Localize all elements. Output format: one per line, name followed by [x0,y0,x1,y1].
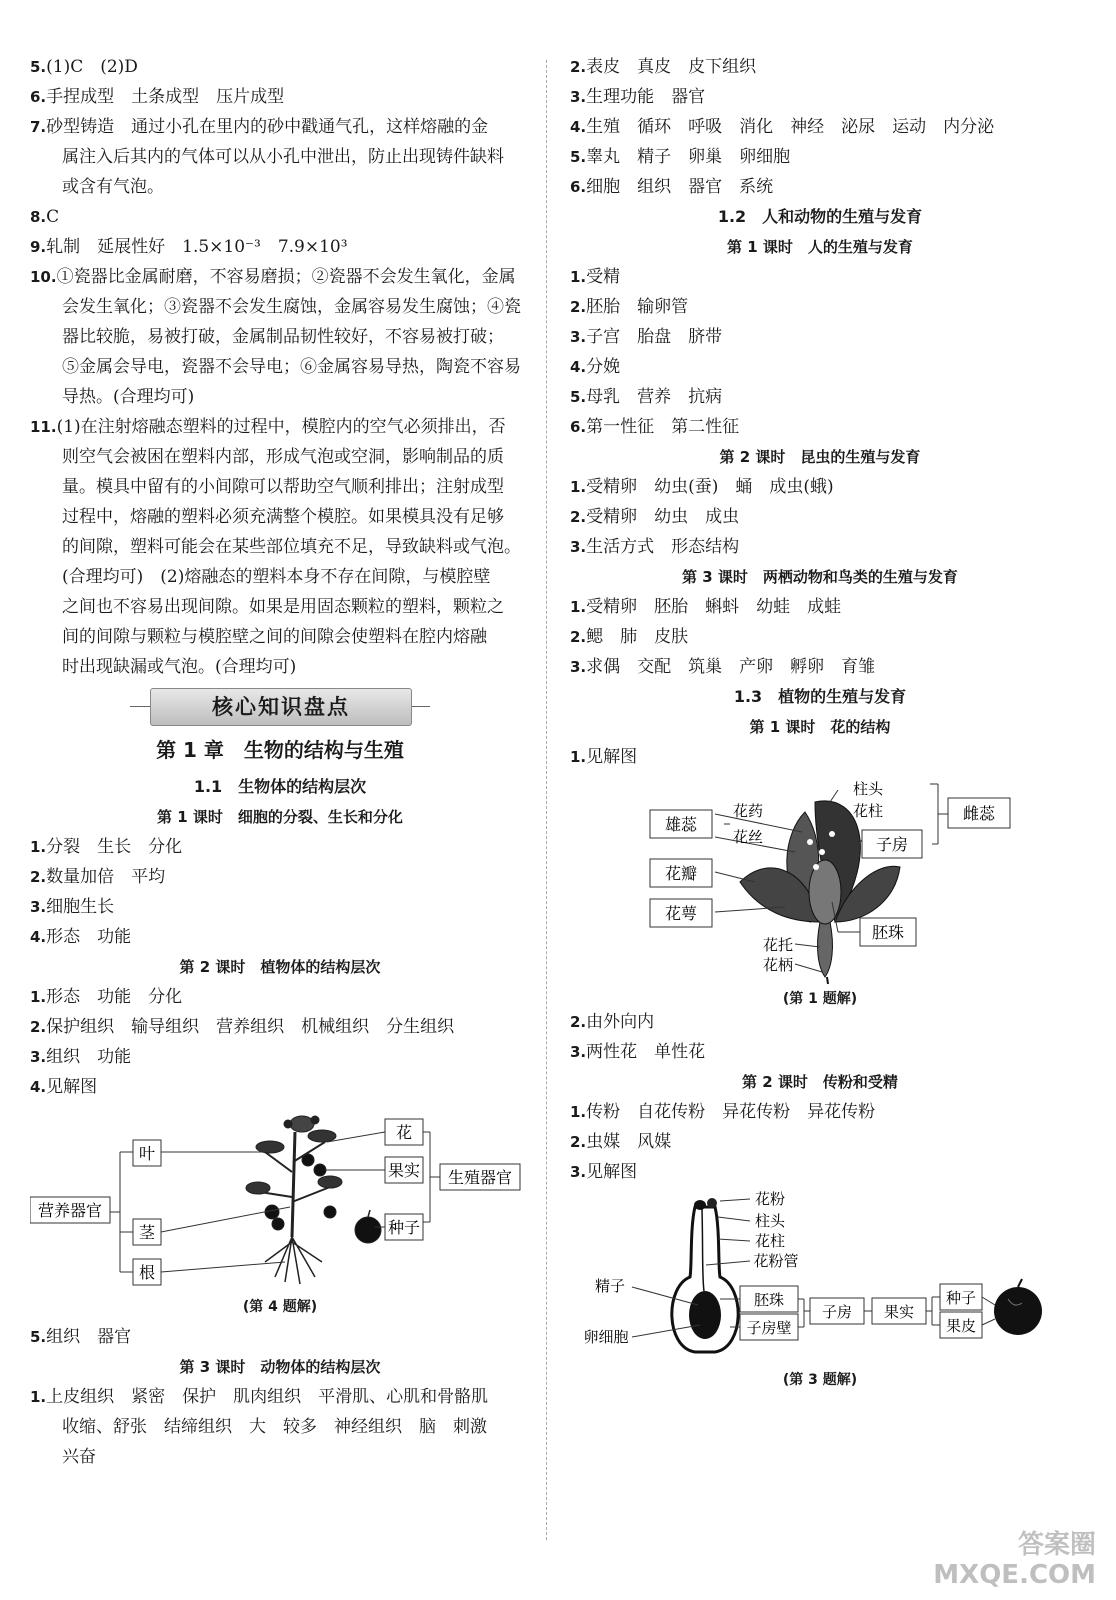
fruit-illustration [994,1279,1042,1335]
stigma-label: 柱头 [852,780,884,798]
list-item: 2.鳃 肺 皮肤 [570,627,689,647]
watermark-line-2: MXQE.COM [933,1560,1096,1590]
list-item: 2.数量加倍 平均 [30,867,166,887]
flower-structure-figure [570,772,1070,1007]
fruit-label: 果实 [387,1161,421,1180]
list-item: 5.睾丸 精子 卵巢 卵细胞 [570,147,791,167]
flower-structure-diagram [570,772,1070,984]
lesson-title: 第 3 课时 两栖动物和鸟类的生殖与发育 [682,568,958,586]
leaf-label: 叶 [138,1144,156,1163]
ovary-wall-label: 子房壁 [746,1319,792,1337]
seed-label: 种子 [945,1289,977,1307]
pollen-label: 花粉 [754,1190,786,1208]
watermark-line-1: 答案圈 [1017,1530,1096,1560]
fertilization-diagram [570,1187,1070,1365]
list-item: 5.组织 器官 [30,1327,132,1347]
sepal-label: 花萼 [664,904,698,923]
list-item: 1.受精 [570,267,621,287]
list-item: 3.细胞生长 [30,897,115,917]
pistil-illustration [672,1198,738,1352]
sperm-label: 精子 [594,1277,626,1295]
veg-label: 营养器官 [37,1201,103,1220]
style-label: 花柱 [852,802,884,820]
answer-6: 6.手捏成型 土条成型 压片成型 [30,87,285,107]
egg-cell-label: 卵细胞 [583,1328,629,1346]
list-item: 2.由外向内 [570,1012,655,1032]
list-item: 1.受精卵 幼虫(蚕) 蛹 成虫(蛾) [570,477,834,497]
list-item: 2.保护组织 输导组织 营养组织 机械组织 分生组织 [30,1017,455,1037]
seed-label: 种子 [387,1218,421,1237]
lesson-title-2: 第 2 课时 植物体的结构层次 [179,958,381,976]
fertilization-figure [570,1187,1070,1387]
ovary-label: 子房 [875,835,909,854]
flower-label: 花 [395,1123,413,1142]
list-item: 3.两性花 单性花 [570,1042,706,1062]
lesson-title: 第 1 课时 人的生殖与发育 [727,238,913,256]
list-item: 4.形态 功能 [30,927,132,947]
list-item: 2.胚胎 输卵管 [570,297,689,317]
answer-11: 11.(1)在注射熔融态塑料的过程中，模腔内的空气必须排出，否 则空气会被困在塑料内部，形成气泡或空洞，影响制品的质 量。模具中留有的小间隙可以帮助空气顺利排出；注射成型 过程中，熔融的塑料必须充满整个模腔。如果模具没有足够 的间隙，塑料可能会在某些部位填充不足，导致缺料或气泡。 (合理均可) (2)熔融态的塑料本身不存在间隙，与模腔壁 之间也不容易出现间隙。如果是用固态颗粒的塑料，颗粒之 间的间隙与颗粒与模腔壁之间的间隙会使塑料在腔内熔融 时出现缺漏或气泡。(合理均可) [30,417,521,677]
list-item: 3.子宫 胎盘 脐带 [570,327,723,347]
list-item: 4.见解图 [30,1077,98,1097]
repro-label: 生殖器官 [447,1168,513,1187]
banner-title: 核心知识盘点 [150,688,412,726]
lesson-title-1: 第 1 课时 细胞的分裂、生长和分化 [157,808,403,826]
list-item: 3.组织 功能 [30,1047,132,1067]
lesson-title: 第 1 课时 花的结构 [749,718,891,736]
pollen-tube-label: 花粉管 [753,1252,799,1270]
list-item: 1.分裂 生长 分化 [30,837,183,857]
section-title-1-1: 1.1 生物体的结构层次 [193,777,367,796]
list-item: 3.生活方式 形态结构 [570,537,740,557]
filament-label: 花丝 [732,828,764,846]
plant-organs-figure [30,1102,530,1322]
list-item: 4.生殖 循环 呼吸 消化 神经 泌尿 运动 内分泌 [570,117,995,137]
figure-caption: (第 3 题解) [782,1372,858,1388]
answer-7: 7.砂型铸造 通过小孔在里内的砂中戳通气孔，这样熔融的金 属注入后其内的气体可以从小孔中泄出，防止出现铸件缺料 或含有气泡。 [30,117,504,197]
lesson-title: 第 2 课时 传粉和受精 [742,1073,898,1091]
pistil-label: 雌蕊 [962,804,996,823]
answer-8: 8.C [30,207,60,227]
answer-5: 5.(1)C (2)D [30,57,138,77]
fruit-label: 果实 [883,1303,915,1321]
root-label: 根 [138,1263,156,1282]
ovule-label: 胚珠 [753,1291,785,1309]
list-item: 3.见解图 [570,1162,638,1182]
column-divider [546,60,547,1540]
ovule-label: 胚珠 [871,923,905,942]
plant-organs-diagram [30,1102,530,1292]
figure-caption: (第 4 题解) [242,1299,318,1315]
list-item: 1.见解图 [570,747,638,767]
left-column [30,52,530,1472]
petal-label: 花瓣 [664,864,698,883]
style-label: 花柱 [754,1232,786,1250]
pedicel-label: 花柄 [762,956,794,974]
ovary-label: 子房 [821,1303,853,1321]
stamen-label: 雄蕊 [664,815,698,834]
list-item: 3.生理功能 器官 [570,87,706,107]
list-item: 1.上皮组织 紧密 保护 肌肉组织 平滑肌、心肌和骨骼肌 收缩、舒张 结缔组织 大 较多 神经组织 脑 刺激 兴奋 [30,1387,489,1467]
list-item: 6.第一性征 第二性征 [570,417,740,437]
figure-caption: (第 1 题解) [782,991,858,1007]
section-title-1-3: 1.3 植物的生殖与发育 [733,687,907,706]
stem-label: 茎 [138,1223,156,1242]
chapter-title: 第 1 章 生物的结构与生殖 [156,738,404,762]
answer-9: 9.轧制 延展性好 1.5×10⁻³ 7.9×10³ [30,237,348,257]
section-banner [130,688,430,724]
watermark-logo [933,1530,1096,1590]
list-item: 6.细胞 组织 器官 系统 [570,177,774,197]
lesson-title-3: 第 3 课时 动物体的结构层次 [179,1358,381,1376]
lesson-title: 第 2 课时 昆虫的生殖与发育 [719,448,921,466]
anther-label: 花药 [732,802,764,820]
stigma-label: 柱头 [754,1212,786,1230]
list-item: 3.求偶 交配 筑巢 产卵 孵卵 育雏 [570,657,876,677]
right-column [570,52,1070,1387]
list-item: 2.表皮 真皮 皮下组织 [570,57,757,77]
answer-10: 10.①瓷器比金属耐磨，不容易磨损；②瓷器不会发生氧化，金属 会发生氧化；③瓷器不会发生腐蚀，金属容易发生腐蚀；④瓷 器比较脆，易被打破，金属制品韧性较好，不容易被打破； ⑤金属会导电，瓷器不会导电；⑥金属容易导热，陶瓷不容易 导热。(合理均可) [30,267,521,407]
list-item: 2.受精卵 幼虫 成虫 [570,507,740,527]
section-title-1-2: 1.2 人和动物的生殖与发育 [717,207,923,226]
plant-illustration [246,1116,381,1284]
list-item: 1.传粉 自花传粉 异花传粉 异花传粉 [570,1102,876,1122]
list-item: 4.分娩 [570,357,621,377]
peel-label: 果皮 [945,1317,977,1335]
receptacle-label: 花托 [762,936,794,954]
list-item: 2.虫媒 风媒 [570,1132,672,1152]
list-item: 5.母乳 营养 抗病 [570,387,723,407]
list-item: 1.形态 功能 分化 [30,987,183,1007]
list-item: 1.受精卵 胚胎 蝌蚪 幼蛙 成蛙 [570,597,842,617]
